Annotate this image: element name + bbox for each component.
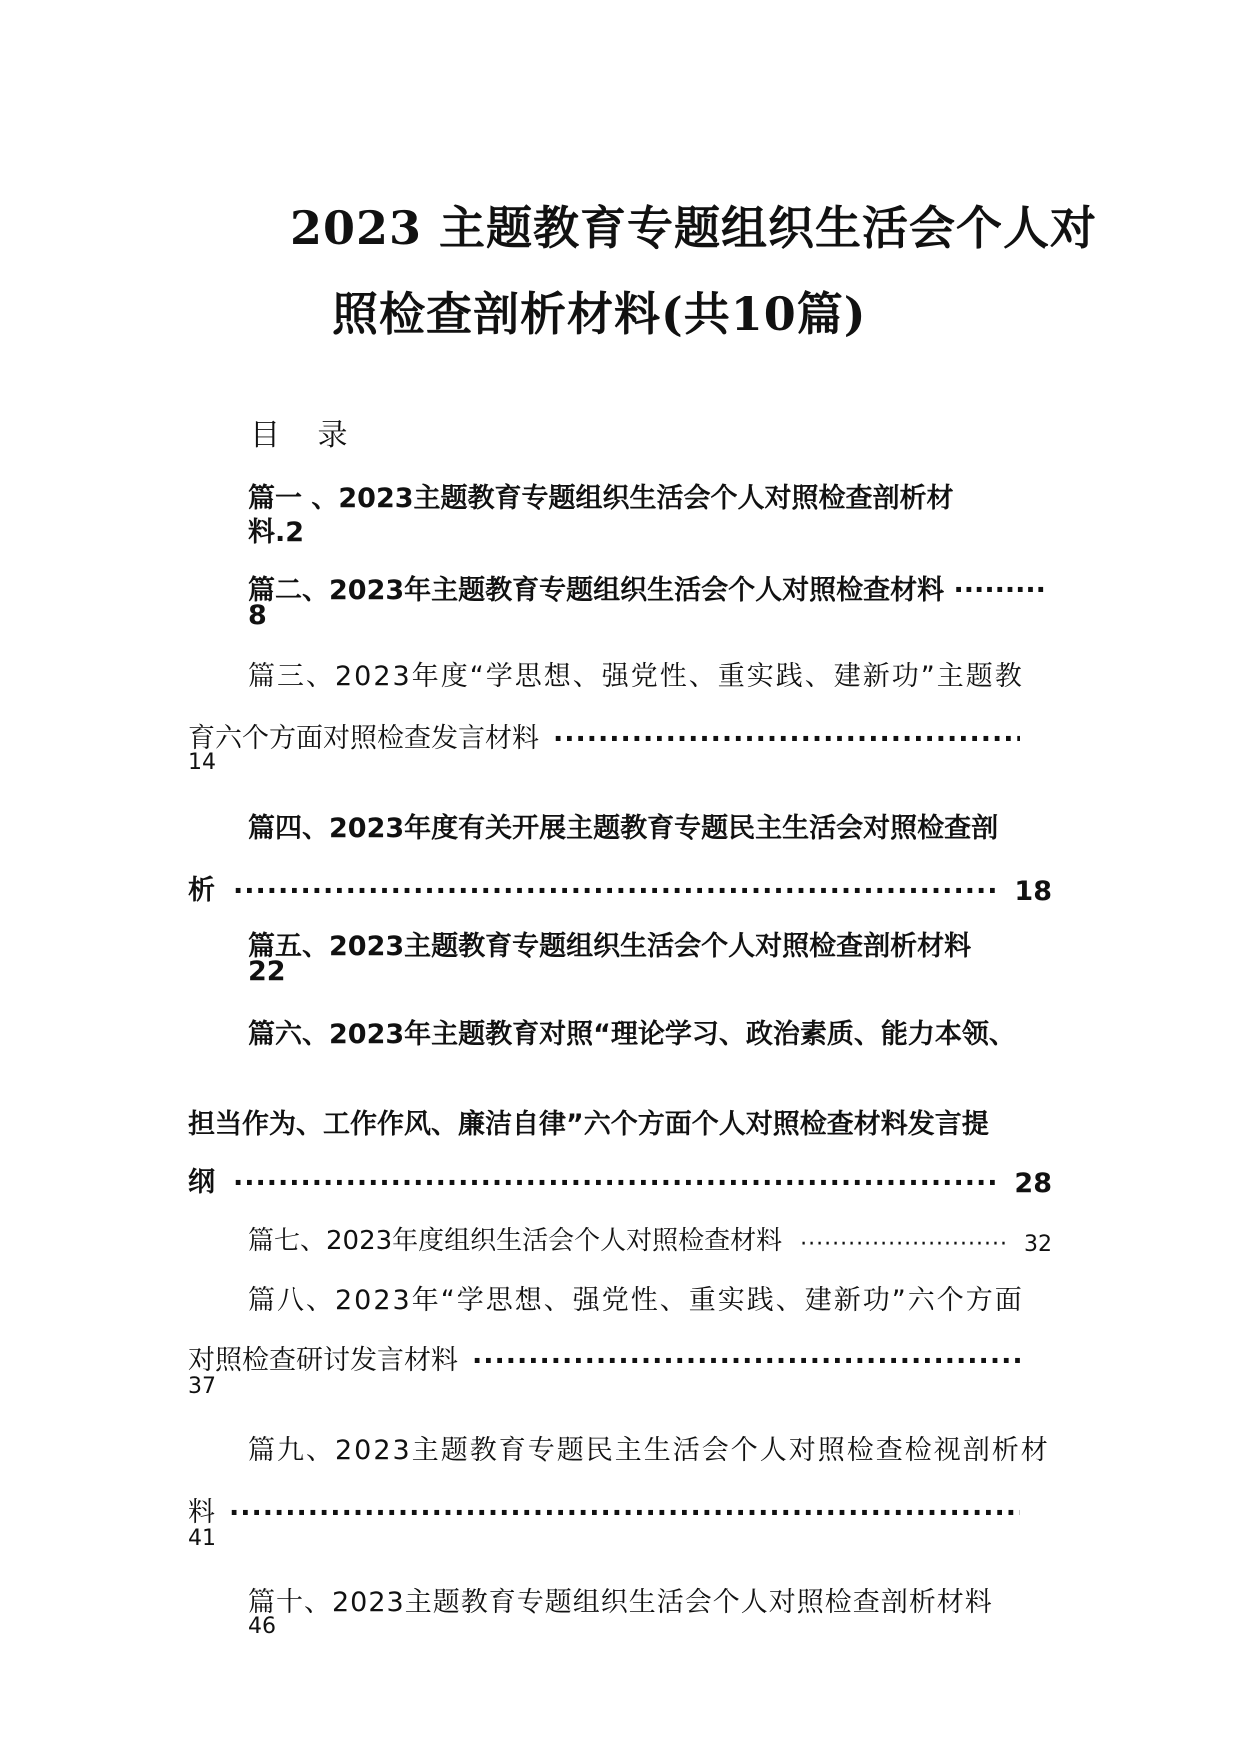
toc-entry-6-page: 28 [1014,1168,1052,1199]
toc-entry-4-line2[interactable] [188,868,1052,907]
doc-title-line1: 2023 主题教育专题组织生活会个人对 [290,201,1098,255]
toc-entry-1-line1[interactable]: 篇一 、2023主题教育专题组织生活会个人对照检查剖析材 [248,483,954,514]
toc-entry-8-line2[interactable] [188,1338,1020,1377]
toc-entry-3-leader [553,724,1020,755]
toc-entry-4-page: 18 [1014,876,1052,907]
toc-heading: 目 录 [250,418,350,453]
toc-entry-6-line3[interactable] [188,1160,1052,1199]
doc-title-line2: 照检查剖析材料(共10篇) [332,287,867,341]
toc-entry-3-line1[interactable]: 篇三、2023年度“学思想、强党性、重实践、建新功”主题教 [248,661,1024,692]
toc-entry-5-line2[interactable]: 22 [248,956,286,987]
toc-entry-3-text: 育六个方面对照检查发言材料 [188,723,539,754]
toc-entry-7-page: 32 [1024,1232,1052,1257]
toc-entry-4-leader [233,876,996,907]
toc-entry-7[interactable] [248,1220,1052,1257]
toc-entry-9-line2[interactable] [188,1490,1020,1529]
toc-entry-5-line1[interactable]: 篇五、2023主题教育专题组织生活会个人对照检查剖析材料 [248,931,972,962]
toc-entry-6-text: 纲 [188,1167,215,1198]
toc-entry-8-page: 37 [188,1374,216,1399]
toc-entry-3-line2[interactable] [188,716,1020,755]
toc-entry-6-line1[interactable]: 篇六、2023年主题教育对照“理论学习、政治素质、能力本领、 [248,1019,1016,1050]
toc-entry-9-text: 料 [188,1497,215,1528]
toc-entry-8-text: 对照检查研讨发言材料 [188,1345,458,1376]
toc-entry-6-line2[interactable]: 担当作为、工作作风、廉洁自律”六个方面个人对照检查材料发言提 [188,1109,989,1140]
toc-entry-7-text: 篇七、2023年度组织生活会个人对照检查材料 [248,1226,783,1256]
toc-entry-6-leader [233,1168,996,1199]
toc-entry-2-line1[interactable]: 篇二、2023年主题教育专题组织生活会个人对照检查材料 ········· [248,575,1046,606]
toc-entry-10-line1[interactable]: 篇十、2023主题教育专题组织生活会个人对照检查剖析材料 [248,1587,993,1618]
toc-entry-9-leader [229,1498,1020,1529]
toc-entry-8-line1[interactable]: 篇八、2023年“学思想、强党性、重实践、建新功”六个方面 [248,1285,1024,1316]
toc-entry-7-leader [800,1232,1006,1257]
toc-entry-8-leader [472,1346,1020,1377]
toc-entry-9-page: 41 [188,1526,216,1551]
toc-entry-1-line2[interactable]: 料.2 [248,517,305,548]
toc-entry-2-line2[interactable]: 8 [248,600,267,631]
toc-entry-4-line1[interactable]: 篇四、2023年度有关开展主题教育专题民主生活会对照检查剖 [248,813,999,844]
toc-entry-3-page: 14 [188,750,216,775]
toc-entry-10-line2[interactable]: 46 [248,1614,276,1639]
toc-entry-4-text: 析 [188,875,215,906]
toc-entry-9-line1[interactable]: 篇九、2023主题教育专题民主生活会个人对照检查检视剖析材 [248,1435,1050,1466]
